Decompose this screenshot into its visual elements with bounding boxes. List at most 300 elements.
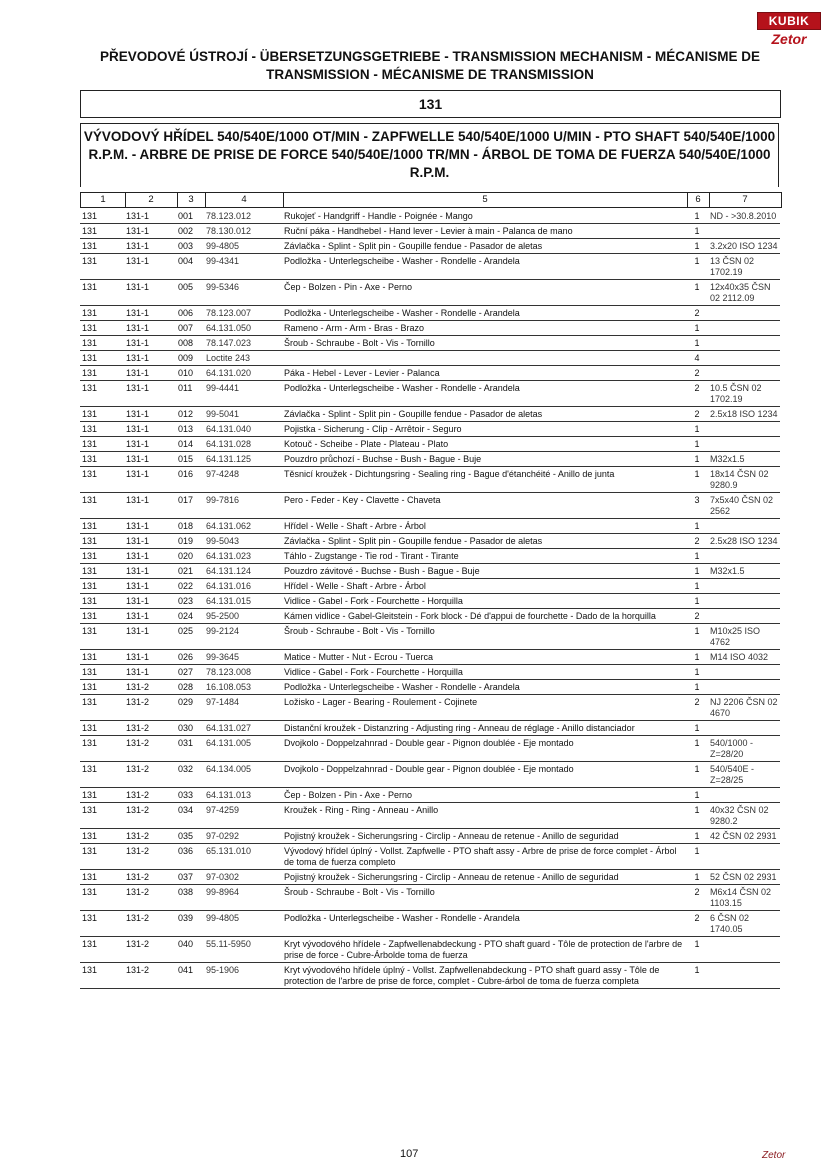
table-row xyxy=(80,437,780,452)
cell-group: 131 xyxy=(82,308,98,318)
cell-note xyxy=(708,351,780,366)
cell-group: 131 xyxy=(82,409,98,419)
cell-quantity: 1 xyxy=(694,652,700,662)
table-row xyxy=(80,624,780,650)
cell-position: 020 xyxy=(178,551,194,561)
cell-position: 004 xyxy=(178,256,194,266)
cell-note: M32x1.5 xyxy=(710,566,745,576)
cell-position: 021 xyxy=(178,566,194,576)
cell-position: 018 xyxy=(178,521,194,531)
cell-group: 131 xyxy=(82,424,98,434)
cell-description: Vidlice - Gabel - Fork - Fourchette - Horquilla xyxy=(284,596,463,606)
page-title: PŘEVODOVÉ ÚSTROJÍ - ÜBERSETZUNGSGETRIEBE - TRANSMISSION MECHANISM - MÉCANISME DE TRANSMISSION - MÉCANISME DE TRANSMISSION xyxy=(99,49,761,82)
cell-quantity: 4 xyxy=(694,353,700,363)
cell-group: 131 xyxy=(82,353,98,363)
cell-subgroup: 131-2 xyxy=(126,939,150,949)
cell-description: Táhlo - Zugstange - Tie rod - Tirant - Tirante xyxy=(284,551,459,561)
cell-description: Podložka - Unterlegscheibe - Washer - Rondelle - Arandela xyxy=(284,256,520,266)
cell-quantity: 1 xyxy=(694,282,700,292)
cell-quantity: 2 xyxy=(694,611,700,621)
cell-group: 131 xyxy=(82,939,98,949)
cell-description: Čep - Bolzen - Pin - Axe - Perno xyxy=(284,282,413,292)
cell-quantity: 1 xyxy=(694,521,700,531)
cell-quantity: 1 xyxy=(694,211,700,221)
parts-table xyxy=(80,209,780,989)
cell-group: 131 xyxy=(82,965,98,975)
cell-subgroup: 131-1 xyxy=(126,652,150,662)
cell-part-number: 78.147.023 xyxy=(206,338,252,348)
cell-subgroup: 131-1 xyxy=(126,323,150,333)
cell-description: Šroub - Schraube - Bolt - Vis - Tornillo xyxy=(284,887,435,897)
cell-position: 014 xyxy=(178,439,194,449)
cell-group: 131 xyxy=(82,913,98,923)
cell-quantity: 1 xyxy=(694,469,700,479)
cell-note xyxy=(708,437,780,452)
cell-part-number: Loctite 243 xyxy=(206,353,251,363)
cell-quantity: 1 xyxy=(694,626,700,636)
cell-subgroup: 131-1 xyxy=(126,469,150,479)
cell-group: 131 xyxy=(82,846,98,856)
cell-position: 006 xyxy=(178,308,194,318)
cell-group: 131 xyxy=(82,383,98,393)
cell-group: 131 xyxy=(82,697,98,707)
cell-description: Distanční kroužek - Distanzring - Adjusting ring - Anneau de réglage - Anillo distanciador xyxy=(284,723,635,733)
cell-note xyxy=(708,336,780,351)
cell-quantity: 1 xyxy=(694,439,700,449)
cell-part-number: 65.131.010 xyxy=(206,846,252,856)
table-row xyxy=(80,680,780,695)
table-row xyxy=(80,280,780,306)
cell-note xyxy=(708,788,780,803)
cell-quantity: 1 xyxy=(694,790,700,800)
cell-group: 131 xyxy=(82,626,98,636)
cell-subgroup: 131-1 xyxy=(126,211,150,221)
cell-group: 131 xyxy=(82,805,98,815)
cell-subgroup: 131-1 xyxy=(126,308,150,318)
cell-group: 131 xyxy=(82,536,98,546)
column-header-row xyxy=(80,192,782,208)
table-row xyxy=(80,467,780,493)
column-divider xyxy=(205,193,206,207)
cell-subgroup: 131-2 xyxy=(126,790,150,800)
table-row xyxy=(80,803,780,829)
cell-subgroup: 131-1 xyxy=(126,409,150,419)
table-row xyxy=(80,963,780,989)
cell-subgroup: 131-1 xyxy=(126,241,150,251)
cell-part-number: 99-5346 xyxy=(206,282,240,292)
column-divider xyxy=(687,193,688,207)
cell-part-number: 99-3645 xyxy=(206,652,240,662)
cell-note: 12x40x35 ČSN 02 2112.09 xyxy=(710,282,771,303)
cell-note: ND - >30.8.2010 xyxy=(710,211,777,221)
cell-part-number: 78.130.012 xyxy=(206,226,252,236)
cell-part-number: 95-1906 xyxy=(206,965,240,975)
cell-position: 035 xyxy=(178,831,194,841)
cell-position: 019 xyxy=(178,536,194,546)
table-row xyxy=(80,549,780,564)
cell-group: 131 xyxy=(82,211,98,221)
cell-position: 039 xyxy=(178,913,194,923)
cell-group: 131 xyxy=(82,454,98,464)
table-row xyxy=(80,519,780,534)
column-header-3: 3 xyxy=(188,194,194,205)
cell-description: Závlačka - Splint - Split pin - Goupille fendue - Pasador de aletas xyxy=(284,241,543,251)
table-row xyxy=(80,366,780,381)
table-row xyxy=(80,493,780,519)
cell-position: 029 xyxy=(178,697,194,707)
cell-note: 40x32 ČSN 02 9280.2 xyxy=(710,805,769,826)
cell-part-number: 16.108.053 xyxy=(206,682,252,692)
page-number: 107 xyxy=(400,1148,419,1160)
cell-quantity: 1 xyxy=(694,939,700,949)
cell-description: Šroub - Schraube - Bolt - Vis - Tornillo xyxy=(284,626,435,636)
cell-part-number: 99-5041 xyxy=(206,409,240,419)
table-row xyxy=(80,336,780,351)
cell-description: Pojistný kroužek - Sicherungsring - Circlip - Anneau de retenue - Anillo de seguridad xyxy=(284,872,619,882)
cell-subgroup: 131-1 xyxy=(126,626,150,636)
table-row xyxy=(80,609,780,624)
cell-quantity: 2 xyxy=(694,697,700,707)
cell-quantity: 3 xyxy=(694,495,700,505)
cell-note: M10x25 ISO 4762 xyxy=(710,626,761,647)
cell-part-number: 99-8964 xyxy=(206,887,240,897)
cell-group: 131 xyxy=(82,596,98,606)
table-row xyxy=(80,306,780,321)
table-row xyxy=(80,224,780,239)
cell-part-number: 64.131.020 xyxy=(206,368,252,378)
cell-part-number: 99-2124 xyxy=(206,626,240,636)
cell-description: Páka - Hebel - Lever - Levier - Palanca xyxy=(284,368,440,378)
cell-description: Pojistný kroužek - Sicherungsring - Circlip - Anneau de retenue - Anillo de seguridad xyxy=(284,831,619,841)
cell-position: 011 xyxy=(178,383,193,393)
table-row xyxy=(80,911,780,937)
cell-part-number: 97-4259 xyxy=(206,805,240,815)
cell-description: Hřídel - Welle - Shaft - Arbre - Árbol xyxy=(284,521,426,531)
cell-position: 003 xyxy=(178,241,194,251)
cell-subgroup: 131-1 xyxy=(126,226,150,236)
column-divider xyxy=(709,193,710,207)
cell-subgroup: 131-1 xyxy=(126,338,150,348)
cell-part-number: 97-1484 xyxy=(206,697,240,707)
cell-part-number: 64.131.040 xyxy=(206,424,252,434)
cell-position: 002 xyxy=(178,226,194,236)
cell-position: 005 xyxy=(178,282,194,292)
cell-position: 033 xyxy=(178,790,194,800)
cell-group: 131 xyxy=(82,551,98,561)
table-row xyxy=(80,351,780,366)
cell-subgroup: 131-2 xyxy=(126,805,150,815)
cell-quantity: 1 xyxy=(694,805,700,815)
cell-position: 025 xyxy=(178,626,194,636)
cell-quantity: 1 xyxy=(694,424,700,434)
table-row xyxy=(80,721,780,736)
cell-part-number: 64.134.005 xyxy=(206,764,252,774)
cell-position: 034 xyxy=(178,805,194,815)
cell-note xyxy=(708,609,780,624)
cell-group: 131 xyxy=(82,323,98,333)
cell-note xyxy=(708,579,780,594)
cell-group: 131 xyxy=(82,738,98,748)
table-row xyxy=(80,452,780,467)
cell-subgroup: 131-2 xyxy=(126,831,150,841)
cell-description: Ruční páka - Handhebel - Hand lever - Levier à main - Palanca de mano xyxy=(284,226,573,236)
cell-quantity: 2 xyxy=(694,368,700,378)
cell-group: 131 xyxy=(82,723,98,733)
cell-note: 6 ČSN 02 1740.05 xyxy=(710,913,750,934)
cell-quantity: 2 xyxy=(694,887,700,897)
kubik-zetor-logo xyxy=(757,12,821,47)
cell-note: 13 ČSN 02 1702.19 xyxy=(710,256,755,277)
cell-part-number: 99-4441 xyxy=(206,383,240,393)
cell-quantity: 1 xyxy=(694,551,700,561)
cell-position: 023 xyxy=(178,596,194,606)
cell-description: Ložisko - Lager - Bearing - Roulement - Cojinete xyxy=(284,697,478,707)
cell-description: Vývodový hřídel úplný - Vollst. Zapfwelle - PTO shaft assy - Arbre de prise de force complet - Árbol de toma de fuerza completo xyxy=(284,846,677,867)
cell-part-number: 99-4341 xyxy=(206,256,240,266)
cell-group: 131 xyxy=(82,469,98,479)
cell-part-number: 95-2500 xyxy=(206,611,240,621)
cell-note xyxy=(708,321,780,336)
cell-note: 52 ČSN 02 2931 xyxy=(710,872,777,882)
cell-description: Rukojeť - Handgriff - Handle - Poignée - Mango xyxy=(284,211,473,221)
footer-logo: Zetor xyxy=(762,1150,786,1161)
cell-group: 131 xyxy=(82,226,98,236)
cell-quantity: 1 xyxy=(694,454,700,464)
cell-position: 028 xyxy=(178,682,194,692)
cell-position: 001 xyxy=(178,211,194,221)
table-row xyxy=(80,762,780,788)
cell-position: 041 xyxy=(178,965,194,975)
cell-part-number: 64.131.050 xyxy=(206,323,252,333)
cell-description: Pero - Feder - Key - Clavette - Chaveta xyxy=(284,495,441,505)
cell-description: Těsnicí kroužek - Dichtungsring - Sealing ring - Bague d'étanchéité - Anillo de junta xyxy=(284,469,615,479)
cell-subgroup: 131-1 xyxy=(126,581,150,591)
cell-group: 131 xyxy=(82,872,98,882)
cell-subgroup: 131-2 xyxy=(126,965,150,975)
cell-group: 131 xyxy=(82,256,98,266)
logo-kubik-text: KUBIK xyxy=(757,12,821,30)
cell-position: 024 xyxy=(178,611,194,621)
cell-position: 037 xyxy=(178,872,194,882)
cell-position: 008 xyxy=(178,338,194,348)
cell-note: 540/540E - Z=28/25 xyxy=(710,764,755,785)
cell-group: 131 xyxy=(82,566,98,576)
cell-note xyxy=(708,366,780,381)
cell-subgroup: 131-1 xyxy=(126,596,150,606)
cell-quantity: 1 xyxy=(694,581,700,591)
cell-group: 131 xyxy=(82,338,98,348)
cell-quantity: 1 xyxy=(694,667,700,677)
cell-note xyxy=(708,594,780,609)
cell-group: 131 xyxy=(82,887,98,897)
table-row xyxy=(80,381,780,407)
cell-part-number: 64.131.013 xyxy=(206,790,252,800)
cell-quantity: 1 xyxy=(694,738,700,748)
cell-group: 131 xyxy=(82,611,98,621)
cell-description: Pouzdro závitové - Buchse - Bush - Bague - Buje xyxy=(284,566,480,576)
cell-quantity: 1 xyxy=(694,723,700,733)
cell-position: 036 xyxy=(178,846,194,856)
cell-note: 18x14 ČSN 02 9280.9 xyxy=(710,469,769,490)
cell-description: Závlačka - Splint - Split pin - Goupille fendue - Pasador de aletas xyxy=(284,536,543,546)
column-divider xyxy=(177,193,178,207)
table-row xyxy=(80,564,780,579)
cell-quantity: 1 xyxy=(694,566,700,576)
cell-part-number: 99-5043 xyxy=(206,536,240,546)
cell-subgroup: 131-1 xyxy=(126,424,150,434)
cell-description: Rameno - Arm - Arm - Bras - Brazo xyxy=(284,323,425,333)
cell-position: 010 xyxy=(178,368,194,378)
cell-quantity: 2 xyxy=(694,536,700,546)
column-header-1: 1 xyxy=(100,194,106,205)
cell-note: M32x1.5 xyxy=(710,454,745,464)
cell-note: NJ 2206 ČSN 02 4670 xyxy=(710,697,778,718)
cell-description: Vidlice - Gabel - Fork - Fourchette - Horquilla xyxy=(284,667,463,677)
cell-quantity: 1 xyxy=(694,872,700,882)
table-row xyxy=(80,844,780,870)
cell-subgroup: 131-2 xyxy=(126,872,150,882)
column-divider xyxy=(283,193,284,207)
cell-note xyxy=(708,549,780,564)
cell-part-number: 78.123.007 xyxy=(206,308,252,318)
cell-note: 540/1000 - Z=28/20 xyxy=(710,738,754,759)
cell-part-number: 78.123.012 xyxy=(206,211,252,221)
cell-note xyxy=(708,721,780,736)
cell-part-number: 64.131.125 xyxy=(206,454,252,464)
cell-quantity: 2 xyxy=(694,913,700,923)
cell-quantity: 1 xyxy=(694,256,700,266)
column-header-5: 5 xyxy=(482,194,488,205)
cell-group: 131 xyxy=(82,764,98,774)
cell-part-number: 99-4805 xyxy=(206,241,240,251)
cell-part-number: 64.131.023 xyxy=(206,551,252,561)
cell-note xyxy=(708,937,780,963)
cell-part-number: 64.131.015 xyxy=(206,596,252,606)
cell-part-number: 55.11-5950 xyxy=(206,939,251,949)
cell-quantity: 1 xyxy=(694,323,700,333)
cell-note: 10.5 ČSN 02 1702.19 xyxy=(710,383,762,404)
cell-description: Pouzdro průchozí - Buchse - Bush - Bague - Buje xyxy=(284,454,482,464)
cell-group: 131 xyxy=(82,495,98,505)
cell-subgroup: 131-2 xyxy=(126,846,150,856)
cell-quantity: 1 xyxy=(694,831,700,841)
cell-description: Dvojkolo - Doppelzahnrad - Double gear - Pignon doublée - Eje montado xyxy=(284,738,574,748)
cell-part-number: 64.131.005 xyxy=(206,738,252,748)
table-row xyxy=(80,594,780,609)
cell-quantity: 2 xyxy=(694,383,700,393)
cell-subgroup: 131-1 xyxy=(126,551,150,561)
cell-group: 131 xyxy=(82,439,98,449)
logo-zetor-text: Zetor xyxy=(771,31,807,47)
cell-note: 7x5x40 ČSN 02 2562 xyxy=(710,495,774,516)
cell-group: 131 xyxy=(82,521,98,531)
cell-quantity: 1 xyxy=(694,846,700,856)
column-divider xyxy=(125,193,126,207)
cell-group: 131 xyxy=(82,241,98,251)
section-number: 131 xyxy=(80,90,781,118)
table-row xyxy=(80,885,780,911)
cell-quantity: 1 xyxy=(694,226,700,236)
cell-group: 131 xyxy=(82,667,98,677)
table-row xyxy=(80,254,780,280)
cell-part-number: 64.131.016 xyxy=(206,581,252,591)
cell-position: 027 xyxy=(178,667,194,677)
cell-subgroup: 131-1 xyxy=(126,368,150,378)
table-row xyxy=(80,579,780,594)
cell-description: Dvojkolo - Doppelzahnrad - Double gear - Pignon doublée - Eje montado xyxy=(284,764,574,774)
cell-description: Hřídel - Welle - Shaft - Arbre - Árbol xyxy=(284,581,426,591)
cell-subgroup: 131-1 xyxy=(126,383,150,393)
cell-part-number: 97-0302 xyxy=(206,872,240,882)
cell-subgroup: 131-2 xyxy=(126,723,150,733)
cell-group: 131 xyxy=(82,831,98,841)
table-row xyxy=(80,422,780,437)
cell-description: Čep - Bolzen - Pin - Axe - Perno xyxy=(284,790,413,800)
cell-description: Šroub - Schraube - Bolt - Vis - Tornillo xyxy=(284,338,435,348)
table-row xyxy=(80,829,780,844)
cell-note xyxy=(708,963,780,989)
cell-note xyxy=(708,519,780,534)
cell-note: M6x14 ČSN 02 1103.15 xyxy=(710,887,772,908)
table-row xyxy=(80,788,780,803)
cell-subgroup: 131-1 xyxy=(126,521,150,531)
cell-part-number: 99-4805 xyxy=(206,913,240,923)
cell-subgroup: 131-1 xyxy=(126,611,150,621)
cell-part-number: 64.131.028 xyxy=(206,439,252,449)
column-header-2: 2 xyxy=(148,194,154,205)
cell-group: 131 xyxy=(82,682,98,692)
cell-description: Podložka - Unterlegscheibe - Washer - Rondelle - Arandela xyxy=(284,308,520,318)
table-row xyxy=(80,650,780,665)
cell-quantity: 2 xyxy=(694,409,700,419)
cell-subgroup: 131-2 xyxy=(126,764,150,774)
table-row xyxy=(80,736,780,762)
cell-subgroup: 131-2 xyxy=(126,682,150,692)
cell-subgroup: 131-1 xyxy=(126,566,150,576)
cell-position: 013 xyxy=(178,424,194,434)
cell-part-number: 64.131.124 xyxy=(206,566,252,576)
table-row xyxy=(80,239,780,254)
cell-subgroup: 131-1 xyxy=(126,667,150,677)
cell-position: 009 xyxy=(178,353,194,363)
cell-description: Matice - Mutter - Nut - Ecrou - Tuerca xyxy=(284,652,434,662)
cell-part-number: 64.131.027 xyxy=(206,723,252,733)
cell-subgroup: 131-2 xyxy=(126,738,150,748)
cell-note xyxy=(708,665,780,680)
cell-subgroup: 131-1 xyxy=(126,454,150,464)
section-description: VÝVODOVÝ HŘÍDEL 540/540E/1000 OT/MIN - ZAPFWELLE 540/540E/1000 U/MIN - PTO SHAFT 540/540E/1000 R.P.M. - ARBRE DE PRISE DE FORCE 540/540E/1000 TR/MN - ÁRBOL DE TOMA DE FUERZA 540/540E/1000 R.P.M. xyxy=(80,123,779,187)
cell-position: 030 xyxy=(178,723,194,733)
table-row xyxy=(80,937,780,963)
cell-quantity: 1 xyxy=(694,682,700,692)
cell-note: 2.5x18 ISO 1234 xyxy=(710,409,778,419)
table-row xyxy=(80,695,780,721)
cell-part-number: 99-7816 xyxy=(206,495,240,505)
cell-position: 038 xyxy=(178,887,194,897)
cell-subgroup: 131-2 xyxy=(126,887,150,897)
cell-position: 007 xyxy=(178,323,194,333)
cell-subgroup: 131-1 xyxy=(126,495,150,505)
cell-quantity: 1 xyxy=(694,764,700,774)
cell-quantity: 1 xyxy=(694,596,700,606)
cell-note xyxy=(708,306,780,321)
cell-description: Kryt vývodového hřídele úplný - Vollst. Zapfwellenabdeckung - PTO shaft guard assy - Tôle de protection de l'arbre de prise de force, complet - Cubre-árbol de toma de fuerza completa xyxy=(284,965,660,986)
column-header-7: 7 xyxy=(742,194,748,205)
cell-part-number: 78.123.008 xyxy=(206,667,252,677)
cell-position: 022 xyxy=(178,581,194,591)
cell-note xyxy=(708,680,780,695)
cell-group: 131 xyxy=(82,581,98,591)
